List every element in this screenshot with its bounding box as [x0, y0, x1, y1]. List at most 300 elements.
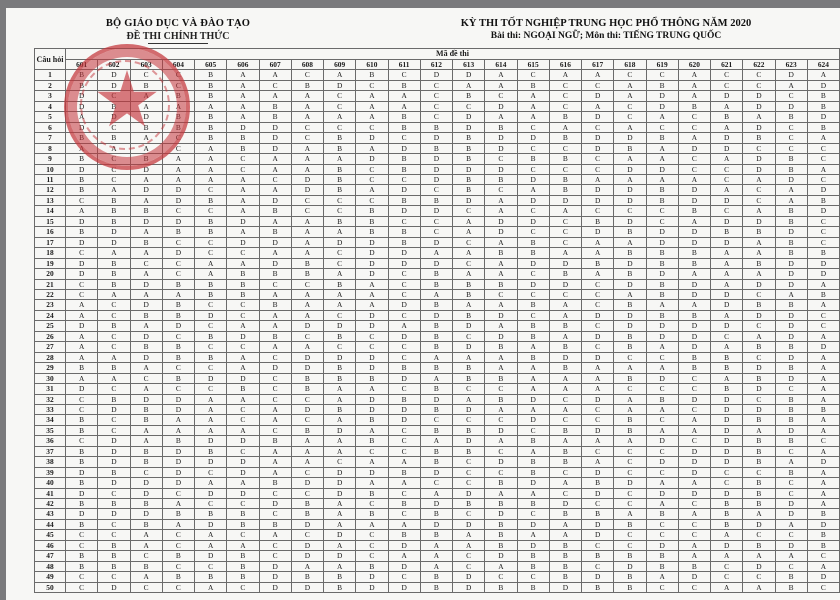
exam-code-603: 603: [130, 60, 162, 70]
answer-cell: D: [356, 258, 388, 268]
table-row: [35, 248, 840, 258]
answer-cell: A: [646, 363, 678, 373]
answer-cell: A: [549, 404, 581, 414]
answer-cell: B: [130, 237, 162, 247]
answer-cell: B: [195, 227, 227, 237]
answer-cell: D: [420, 133, 452, 143]
answer-cell: C: [517, 425, 549, 435]
answer-cell: D: [678, 572, 710, 582]
answer-cell: B: [388, 164, 420, 174]
answer-cell: C: [98, 300, 130, 310]
answer-cell: B: [291, 258, 323, 268]
answer-cell: B: [453, 133, 485, 143]
answer-cell: B: [807, 91, 839, 101]
answer-cell: D: [743, 404, 775, 414]
answer-cell: B: [98, 195, 130, 205]
answer-cell: B: [453, 499, 485, 509]
answer-cell: A: [582, 248, 614, 258]
answer-cell: D: [678, 488, 710, 498]
answer-cell: A: [130, 248, 162, 258]
answer-cell: C: [356, 540, 388, 550]
answer-cell: C: [582, 122, 614, 132]
answer-cell: C: [195, 248, 227, 258]
answer-cell: A: [485, 300, 517, 310]
answer-cell: B: [646, 394, 678, 404]
answer-cell: D: [356, 363, 388, 373]
answer-cell: D: [227, 457, 259, 467]
answer-cell: D: [324, 352, 356, 362]
answer-cell: D: [162, 185, 194, 195]
answer-cell: D: [195, 457, 227, 467]
answer-cell: C: [807, 436, 839, 446]
answer-cell: C: [388, 509, 420, 519]
answer-cell: B: [356, 227, 388, 237]
answer-cell: C: [195, 206, 227, 216]
answer-cell: C: [485, 446, 517, 456]
answer-cell: B: [743, 499, 775, 509]
question-number: 2: [35, 80, 66, 90]
answer-cell: C: [517, 572, 549, 582]
answer-cell: A: [775, 551, 807, 561]
answer-cell: B: [517, 352, 549, 362]
answer-cell: C: [388, 384, 420, 394]
answer-cell: C: [517, 70, 549, 80]
answer-cell: C: [324, 122, 356, 132]
answer-cell: B: [743, 133, 775, 143]
answer-cell: B: [549, 446, 581, 456]
answer-cell: B: [162, 227, 194, 237]
exam-code-header: Mã đề thi: [66, 49, 840, 60]
answer-cell: A: [743, 269, 775, 279]
answer-cell: B: [485, 530, 517, 540]
answer-cell: D: [646, 227, 678, 237]
answer-cell: D: [195, 488, 227, 498]
answer-cell: B: [420, 279, 452, 289]
answer-cell: A: [130, 174, 162, 184]
answer-cell: C: [549, 216, 581, 226]
answer-cell: D: [582, 185, 614, 195]
answer-cell: A: [453, 352, 485, 362]
answer-cell: D: [291, 321, 323, 331]
answer-cell: C: [130, 70, 162, 80]
answer-cell: C: [678, 122, 710, 132]
answer-cell: C: [711, 174, 743, 184]
answer-cell: A: [291, 227, 323, 237]
answer-cell: D: [678, 457, 710, 467]
answer-cell: B: [775, 572, 807, 582]
answer-cell: B: [162, 112, 194, 122]
answer-cell: B: [98, 561, 130, 571]
answer-cell: A: [807, 425, 839, 435]
answer-cell: B: [356, 206, 388, 216]
answer-cell: B: [678, 101, 710, 111]
answer-cell: C: [259, 551, 291, 561]
answer-cell: B: [485, 519, 517, 529]
answer-cell: B: [453, 174, 485, 184]
answer-cell: B: [549, 133, 581, 143]
answer-cell: B: [388, 195, 420, 205]
answer-cell: B: [291, 509, 323, 519]
answer-cell: B: [678, 258, 710, 268]
answer-cell: D: [324, 478, 356, 488]
answer-cell: C: [388, 70, 420, 80]
answer-cell: B: [807, 101, 839, 111]
answer-cell: A: [775, 80, 807, 90]
answer-cell: A: [775, 457, 807, 467]
answer-cell: B: [453, 289, 485, 299]
answer-cell: C: [743, 80, 775, 90]
answer-cell: A: [614, 154, 646, 164]
answer-cell: D: [646, 331, 678, 341]
answer-cell: B: [646, 289, 678, 299]
answer-cell: A: [453, 300, 485, 310]
answer-cell: C: [195, 300, 227, 310]
answer-cell: D: [388, 561, 420, 571]
answer-cell: D: [711, 133, 743, 143]
answer-cell: B: [807, 540, 839, 550]
answer-cell: A: [130, 436, 162, 446]
answer-cell: C: [98, 519, 130, 529]
answer-cell: D: [614, 133, 646, 143]
answer-cell: B: [711, 112, 743, 122]
answer-cell: D: [485, 101, 517, 111]
answer-cell: C: [259, 80, 291, 90]
answer-cell: B: [453, 91, 485, 101]
answer-cell: C: [775, 488, 807, 498]
answer-cell: A: [517, 446, 549, 456]
answer-cell: A: [646, 572, 678, 582]
answer-cell: A: [711, 269, 743, 279]
answer-cell: A: [678, 269, 710, 279]
answer-cell: C: [420, 112, 452, 122]
answer-cell: B: [614, 373, 646, 383]
answer-cell: A: [549, 519, 581, 529]
answer-cell: A: [549, 331, 581, 341]
answer-cell: D: [517, 279, 549, 289]
answer-cell: D: [743, 279, 775, 289]
answer-cell: B: [485, 174, 517, 184]
answer-cell: B: [66, 415, 98, 425]
answer-cell: C: [517, 509, 549, 519]
answer-cell: A: [582, 384, 614, 394]
answer-cell: C: [356, 530, 388, 540]
answer-cell: C: [291, 122, 323, 132]
answer-cell: B: [195, 331, 227, 341]
answer-cell: D: [807, 269, 839, 279]
answer-cell: B: [549, 321, 581, 331]
answer-cell: A: [259, 164, 291, 174]
answer-cell: D: [162, 457, 194, 467]
answer-cell: D: [646, 237, 678, 247]
answer-cell: A: [227, 80, 259, 90]
answer-cell: A: [227, 101, 259, 111]
answer-cell: B: [388, 467, 420, 477]
answer-cell: B: [582, 478, 614, 488]
question-number: 23: [35, 300, 66, 310]
answer-cell: D: [324, 467, 356, 477]
exam-code-618: 618: [614, 60, 646, 70]
answer-cell: C: [227, 530, 259, 540]
answer-cell: A: [324, 394, 356, 404]
answer-cell: A: [130, 540, 162, 550]
answer-cell: B: [743, 373, 775, 383]
answer-cell: A: [227, 394, 259, 404]
answer-cell: A: [227, 478, 259, 488]
answer-cell: B: [388, 530, 420, 540]
answer-cell: B: [162, 122, 194, 132]
answer-cell: B: [517, 499, 549, 509]
answer-cell: C: [582, 154, 614, 164]
table-row: [35, 352, 840, 362]
answer-cell: C: [807, 551, 839, 561]
answer-cell: A: [388, 101, 420, 111]
answer-cell: B: [711, 227, 743, 237]
answer-cell: B: [678, 248, 710, 258]
answer-cell: D: [388, 258, 420, 268]
answer-cell: C: [388, 352, 420, 362]
answer-cell: D: [582, 488, 614, 498]
answer-cell: B: [485, 394, 517, 404]
answer-cell: C: [291, 467, 323, 477]
answer-cell: D: [743, 561, 775, 571]
answer-cell: A: [259, 185, 291, 195]
answer-cell: D: [130, 509, 162, 519]
answer-cell: D: [227, 331, 259, 341]
answer-cell: C: [162, 363, 194, 373]
answer-cell: B: [549, 551, 581, 561]
question-number: 43: [35, 509, 66, 519]
answer-cell: B: [646, 133, 678, 143]
answer-cell: B: [66, 499, 98, 509]
answer-cell: B: [614, 582, 646, 592]
answer-cell: A: [549, 310, 581, 320]
answer-cell: A: [453, 248, 485, 258]
answer-cell: B: [743, 258, 775, 268]
answer-cell: C: [453, 101, 485, 111]
answer-cell: A: [227, 425, 259, 435]
official-exam-label: ĐỀ THI CHÍNH THỨC: [126, 31, 230, 42]
answer-cell: D: [259, 195, 291, 205]
answer-cell: A: [678, 509, 710, 519]
answer-cell: A: [743, 206, 775, 216]
answer-cell: C: [646, 122, 678, 132]
answer-cell: A: [291, 342, 323, 352]
table-row: [35, 300, 840, 310]
answer-cell: B: [227, 572, 259, 582]
answer-cell: B: [614, 227, 646, 237]
answer-cell: A: [646, 112, 678, 122]
answer-cell: A: [259, 404, 291, 414]
answer-cell: D: [549, 499, 581, 509]
answer-cell: A: [711, 310, 743, 320]
answer-cell: D: [807, 258, 839, 268]
answer-cell: A: [711, 154, 743, 164]
question-number: 40: [35, 478, 66, 488]
answer-cell: B: [291, 80, 323, 90]
answer-cell: D: [711, 143, 743, 153]
answer-cell: D: [646, 321, 678, 331]
answer-cell: D: [711, 446, 743, 456]
answer-cell: B: [66, 561, 98, 571]
answer-cell: D: [66, 237, 98, 247]
answer-cell: D: [162, 321, 194, 331]
answer-cell: B: [420, 404, 452, 414]
answer-cell: B: [130, 342, 162, 352]
answer-cell: D: [453, 488, 485, 498]
answer-cell: A: [195, 540, 227, 550]
answer-cell: D: [807, 572, 839, 582]
answer-cell: B: [259, 227, 291, 237]
answer-cell: D: [614, 185, 646, 195]
answer-cell: C: [66, 394, 98, 404]
table-row: [35, 572, 840, 582]
answer-cell: C: [711, 331, 743, 341]
answer-cell: A: [324, 561, 356, 571]
question-number: 44: [35, 519, 66, 529]
answer-cell: C: [646, 206, 678, 216]
answer-cell: D: [807, 206, 839, 216]
answer-cell: D: [646, 164, 678, 174]
answer-cell: D: [775, 258, 807, 268]
answer-cell: B: [582, 216, 614, 226]
exam-code-622: 622: [743, 60, 775, 70]
answer-cell: A: [291, 446, 323, 456]
answer-cell: A: [420, 540, 452, 550]
table-row: [35, 551, 840, 561]
answer-cell: C: [227, 154, 259, 164]
answer-cell: A: [130, 363, 162, 373]
answer-cell: A: [324, 509, 356, 519]
answer-cell: B: [66, 80, 98, 90]
answer-cell: B: [807, 404, 839, 414]
answer-cell: A: [259, 248, 291, 258]
answer-cell: D: [130, 279, 162, 289]
answer-cell: C: [130, 258, 162, 268]
answer-cell: C: [453, 457, 485, 467]
answer-cell: C: [98, 164, 130, 174]
answer-cell: A: [162, 101, 194, 111]
exam-code-605: 605: [195, 60, 227, 70]
answer-cell: A: [807, 164, 839, 174]
answer-cell: B: [388, 122, 420, 132]
answer-cell: C: [291, 394, 323, 404]
answer-cell: D: [678, 237, 710, 247]
answer-cell: A: [453, 269, 485, 279]
answer-cell: C: [582, 561, 614, 571]
answer-cell: D: [420, 394, 452, 404]
answer-cell: C: [291, 279, 323, 289]
answer-cell: D: [420, 519, 452, 529]
answer-cell: D: [195, 373, 227, 383]
answer-cell: D: [453, 195, 485, 205]
answer-cell: C: [356, 342, 388, 352]
answer-cell: C: [356, 551, 388, 561]
answer-cell: A: [678, 478, 710, 488]
answer-cell: C: [227, 342, 259, 352]
answer-cell: C: [549, 91, 581, 101]
answer-cell: A: [195, 394, 227, 404]
answer-cell: D: [775, 174, 807, 184]
issuer-header: [78, 18, 278, 44]
answer-cell: C: [420, 101, 452, 111]
answer-cell: A: [453, 80, 485, 90]
answer-cell: B: [324, 279, 356, 289]
answer-cell: A: [324, 269, 356, 279]
answer-cell: D: [678, 195, 710, 205]
answer-cell: C: [162, 331, 194, 341]
answer-cell: A: [485, 206, 517, 216]
answer-cell: B: [259, 519, 291, 529]
answer-cell: D: [678, 394, 710, 404]
answer-cell: B: [259, 436, 291, 446]
answer-cell: D: [646, 91, 678, 101]
answer-cell: C: [646, 70, 678, 80]
question-number: 5: [35, 112, 66, 122]
answer-cell: C: [98, 384, 130, 394]
answer-cell: B: [98, 101, 130, 111]
exam-code-611: 611: [388, 60, 420, 70]
answer-cell: B: [646, 248, 678, 258]
answer-cell: C: [420, 91, 452, 101]
answer-cell: D: [711, 321, 743, 331]
question-number: 6: [35, 122, 66, 132]
answer-cell: A: [485, 258, 517, 268]
answer-cell: A: [259, 310, 291, 320]
answer-cell: D: [420, 258, 452, 268]
answer-cell: C: [678, 519, 710, 529]
answer-cell: A: [420, 248, 452, 258]
answer-cell: A: [259, 467, 291, 477]
answer-cell: B: [614, 269, 646, 279]
answer-cell: C: [420, 80, 452, 90]
answer-cell: C: [259, 425, 291, 435]
answer-cell: B: [259, 269, 291, 279]
answer-cell: B: [485, 122, 517, 132]
answer-cell: B: [162, 310, 194, 320]
answer-cell: C: [549, 289, 581, 299]
answer-cell: D: [130, 112, 162, 122]
answer-cell: A: [807, 478, 839, 488]
question-number: 30: [35, 373, 66, 383]
answer-cell: A: [98, 248, 130, 258]
answer-cell: C: [453, 331, 485, 341]
answer-cell: B: [420, 582, 452, 592]
answer-cell: B: [130, 310, 162, 320]
answer-cell: D: [453, 582, 485, 592]
answer-cell: A: [356, 185, 388, 195]
answer-cell: A: [453, 216, 485, 226]
answer-cell: B: [775, 415, 807, 425]
answer-cell: C: [259, 540, 291, 550]
answer-cell: D: [227, 237, 259, 247]
answer-cell: D: [356, 269, 388, 279]
answer-cell: C: [195, 384, 227, 394]
answer-cell: A: [356, 425, 388, 435]
answer-cell: C: [517, 269, 549, 279]
answer-cell: B: [646, 279, 678, 289]
exam-code-601: 601: [66, 60, 98, 70]
answer-cell: D: [678, 342, 710, 352]
answer-cell: C: [162, 143, 194, 153]
answer-cell: A: [485, 363, 517, 373]
answer-cell: B: [356, 373, 388, 383]
answer-cell: A: [388, 321, 420, 331]
answer-cell: A: [517, 112, 549, 122]
answer-cell: A: [324, 154, 356, 164]
subject-line: Bài thi: NGOẠI NGỮ; Môn thi: TIẾNG TRUNG QUỐC: [490, 31, 722, 41]
answer-cell: D: [130, 352, 162, 362]
answer-cell: C: [388, 279, 420, 289]
